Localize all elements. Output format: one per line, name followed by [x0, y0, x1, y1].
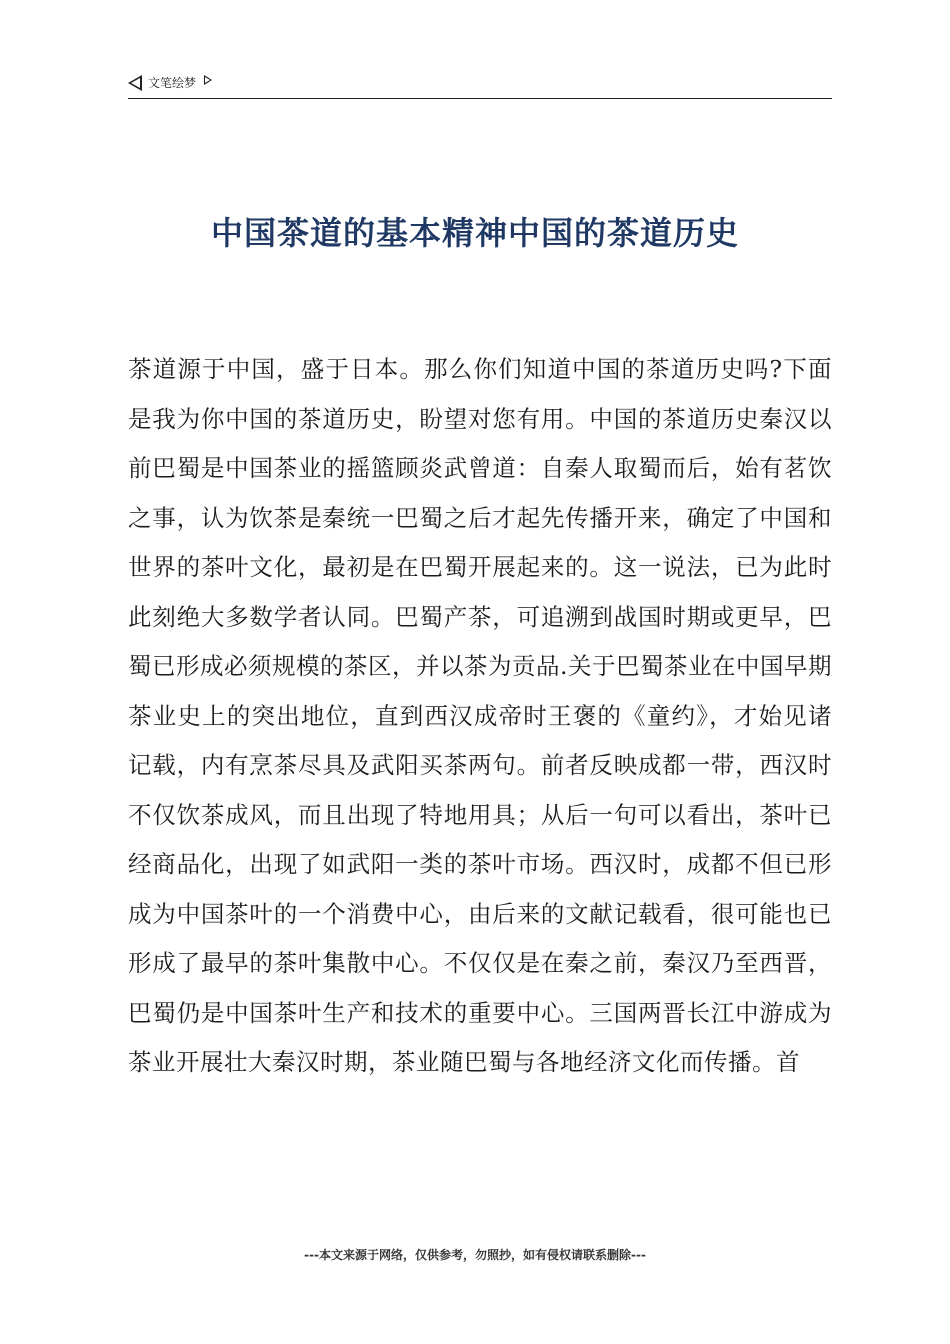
document-title: 中国茶道的基本精神中国的茶道历史 — [210, 214, 739, 252]
header-brand — [128, 74, 212, 91]
document-body: 茶道源于中国，盛于日本。那么你们知道中国的茶道历史吗?下面是我为你中国的茶道历史，盼望对您有用。中国的茶道历史秦汉以前巴蜀是中国茶业的摇篮顾炎武曾道：自秦人取蜀而后，始有茗饮之事，认为饮茶是秦统一巴蜀之后才起先传播开来，确定了中国和世界的茶叶文化，最初是在巴蜀开展起来的。这一说法，已为此时此刻绝大多数学者认同。巴蜀产茶，可追溯到战国时期或更早，巴蜀已形成必须规模的茶区，并以茶为贡品.关于巴蜀茶业在中国早期茶业史上的突出地位，直到西汉成帝时王褒的《童约》，才始见诸记载，内有烹茶尽具及武阳买茶两句。前者反映成都一带，西汉时不仅饮茶成风，而且出现了特地用具；从后一句可以看出，茶叶已经商品化，出现了如武阳一类的茶叶市场。西汉时，成都不但已形成为中国茶叶的一个消费中心，由后来的文献记载看，很可能也已形成了最早的茶叶集散中心。不仅仅是在秦之前，秦汉乃至西晋，巴蜀仍是中国茶叶生产和技术的重要中心。三国两晋长江中游成为茶业开展壮大秦汉时期，茶业随巴蜀与各地经济文化而传播。首 — [128, 355, 832, 1076]
footer-notice: ---本文来源于网络，仅供参考，勿照抄，如有侵权请联系删除--- — [304, 1248, 646, 1262]
header-label: 文笔绘梦 — [148, 76, 197, 90]
triangle-right-icon — [204, 75, 212, 85]
triangle-left-icon — [128, 75, 142, 91]
page-header — [128, 72, 832, 99]
